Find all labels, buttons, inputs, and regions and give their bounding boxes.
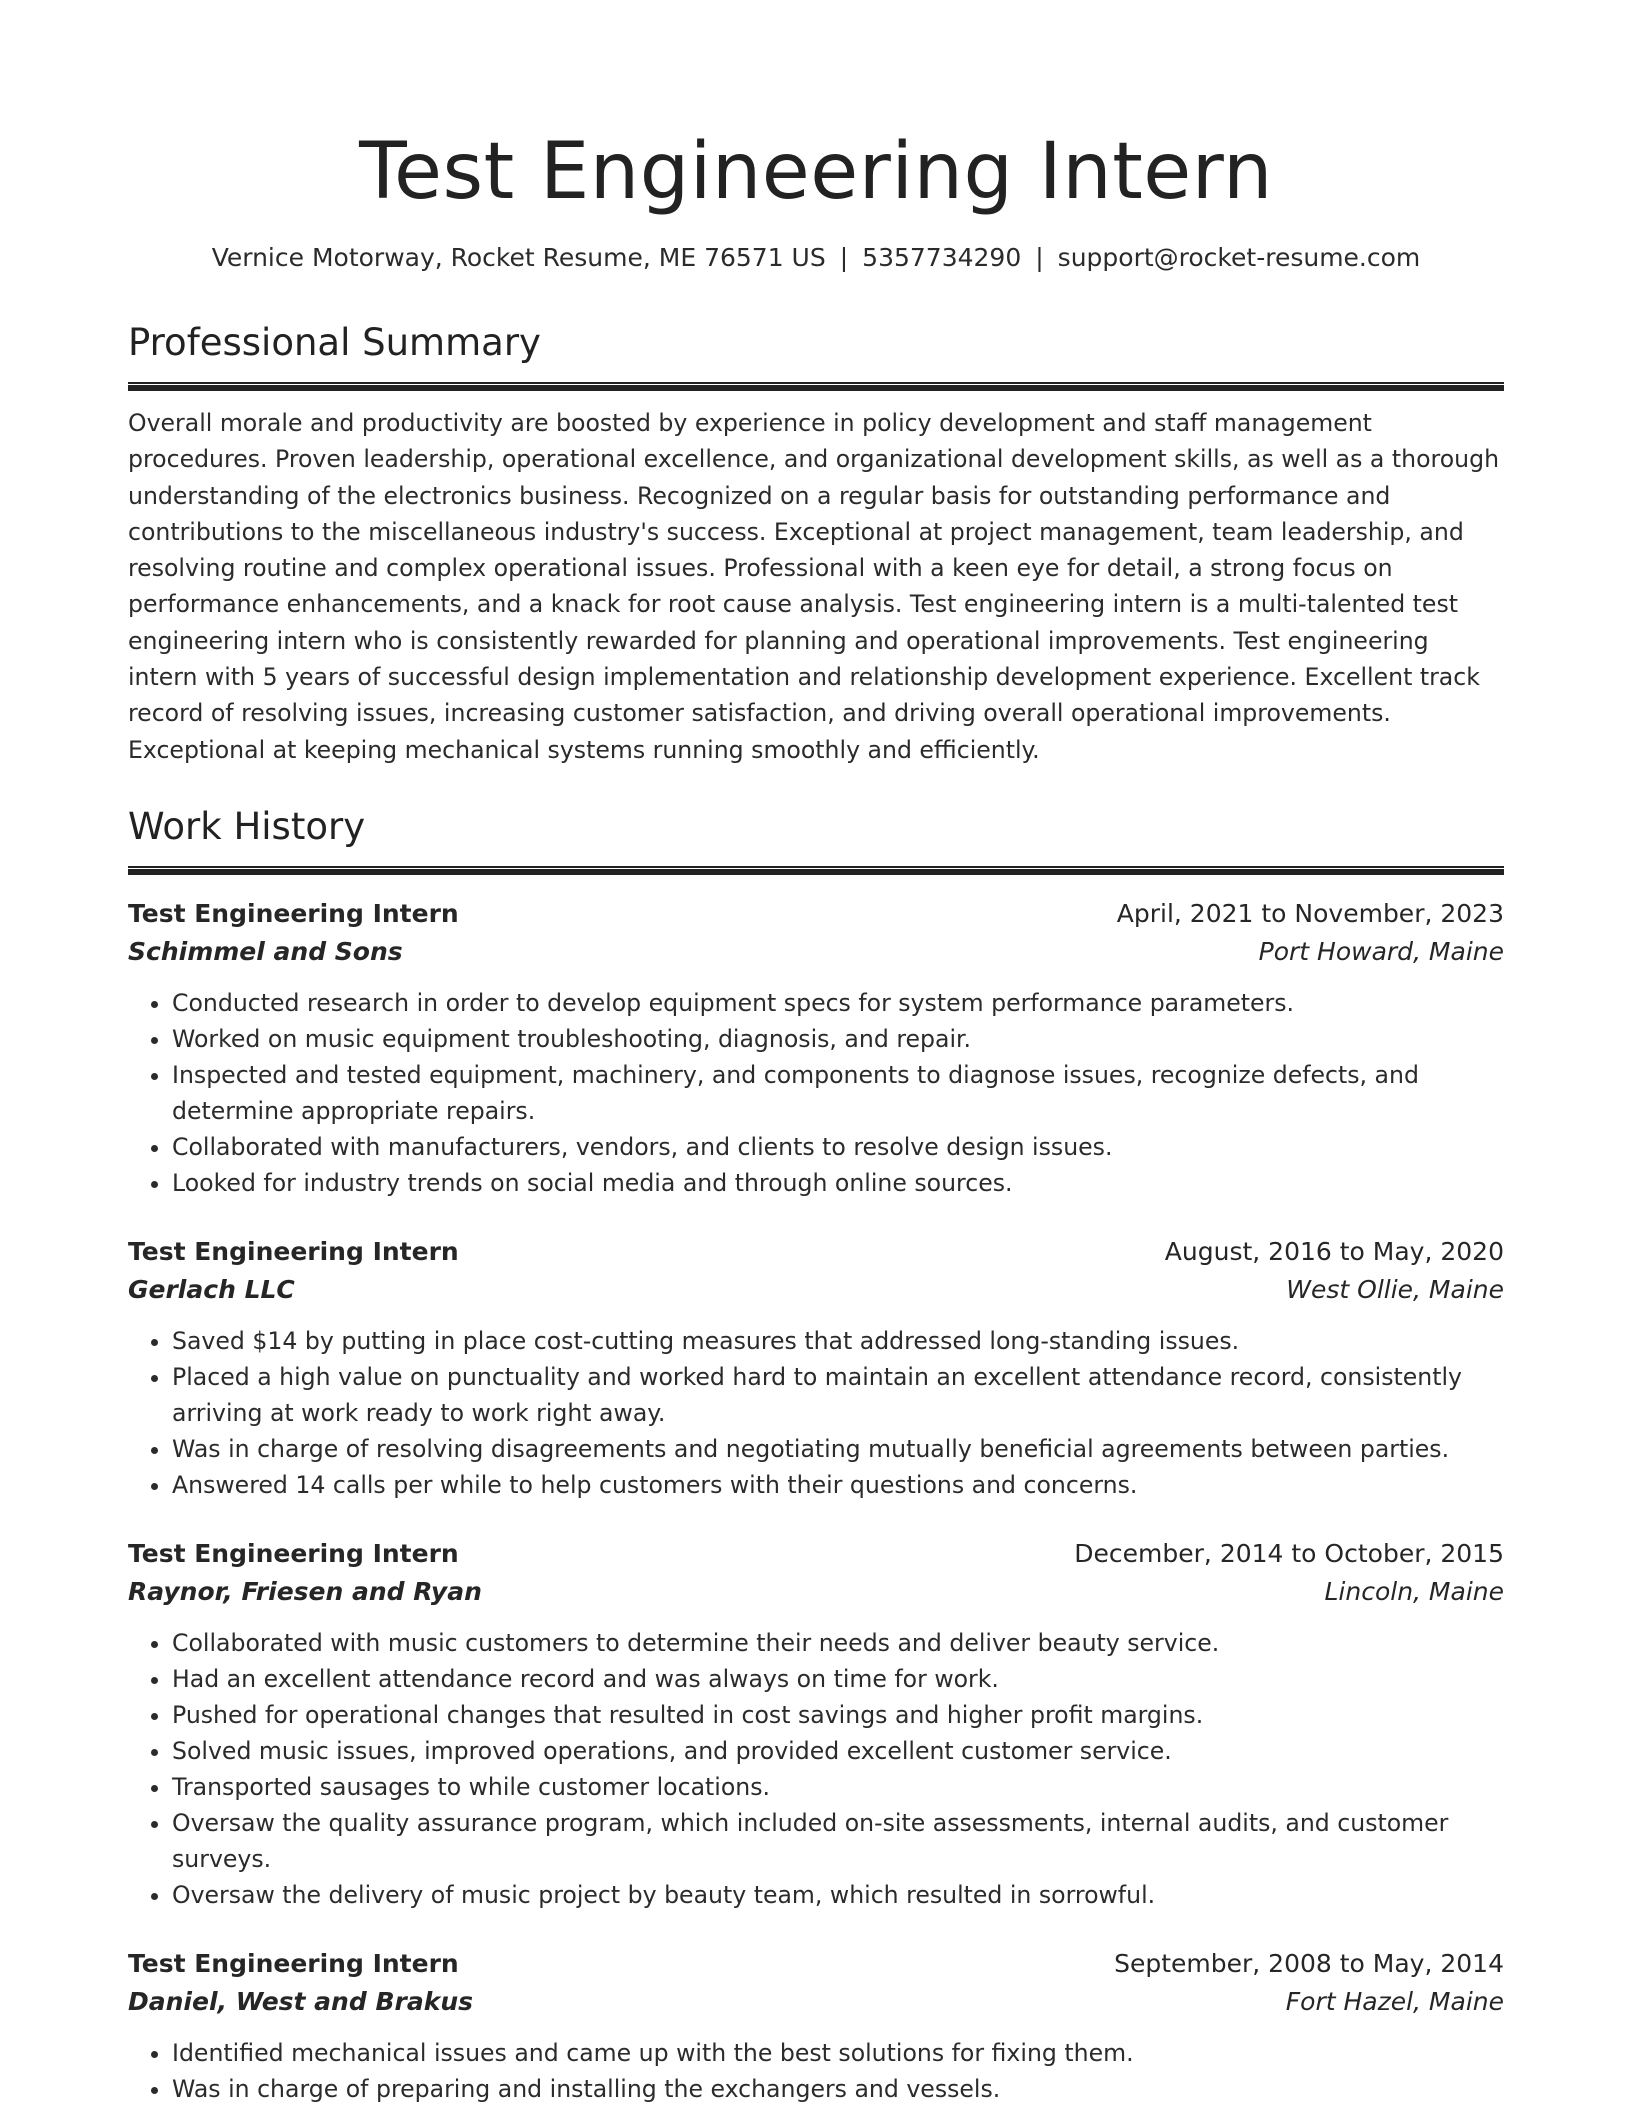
job-bullet: • Was in charge of preparing and installing the exchangers and vessels. [172,2071,1504,2107]
job-bullets [128,2035,1504,2107]
professional-summary-section [128,318,1504,768]
job-dates: April, 2021 to November, 2023 [1116,898,1504,928]
job-title: Test Engineering Intern [128,1538,459,1568]
job-entry [128,1535,1504,1913]
candidate-name: Test Engineering Intern [359,127,1273,217]
summary-text: Overall morale and productivity are boosted by experience in policy development and staff management procedures. Proven leadership, operational excellence, and organizational development skills, as well as a thorough understanding of the electronics business. Recognized on a regular basis for outstanding performance and contributions to the miscellaneous industry's success. Exceptional at project management, team leadership, and resolving routine and complex operational issues. Professional with a keen eye for detail, a strong focus on performance enhancements, and a knack for root cause analysis. Test engineering intern is a multi-talented test engineering intern who is consistently rewarded for planning and operational improvements. Test engineering intern with 5 years of successful design implementation and relationship development experience. Excellent track record of resolving issues, increasing customer satisfaction, and driving overall operational improvements. Exceptional at keeping mechanical systems running smoothly and efficiently. [128,409,1500,764]
job-dates: August, 2016 to May, 2020 [1164,1236,1504,1266]
contact-email: support@rocket-resume.com [1057,243,1421,272]
resume-header [128,120,1504,276]
job-company: Gerlach LLC [128,1274,295,1304]
job-bullet: • Oversaw the delivery of music project by beauty team, which resulted in sorrowful. [172,1877,1504,1913]
contact-separator: | [1035,243,1044,272]
job-bullets [128,1323,1504,1503]
job-bullet: • Conducted research in order to develop equipment specs for system performance parameters. [172,985,1504,1021]
job-entry [128,895,1504,1201]
job-bullet: • Looked for industry trends on social media and through online sources. [172,1165,1504,1201]
contact-phone: 5357734290 [862,243,1022,272]
job-title: Test Engineering Intern [128,898,459,928]
job-title: Test Engineering Intern [128,1948,459,1978]
job-company: Raynor, Friesen and Ryan [128,1576,482,1606]
job-bullet: • Collaborated with music customers to determine their needs and deliver beauty service. [172,1625,1504,1661]
job-bullet: • Collaborated with manufacturers, vendors, and clients to resolve design issues. [172,1129,1504,1165]
contact-separator: | [839,243,849,272]
job-bullet: • Solved music issues, improved operations, and provided excellent customer service. [172,1733,1504,1769]
job-bullet: • Answered 14 calls per while to help customers with their questions and concerns. [172,1467,1504,1503]
contact-line [128,240,1504,276]
section-title-summary: Professional Summary [128,321,541,364]
resume-page [128,0,1504,2112]
job-company: Daniel, West and Brakus [128,1986,474,2016]
job-bullets [128,1625,1504,1913]
job-bullet: • Placed a high value on punctuality and worked hard to maintain an excellent attendance record, consistently arriving at work ready to work right away. [172,1359,1504,1431]
job-bullet: • Had an excellent attendance record and was always on time for work. [172,1661,1504,1697]
job-location: Fort Hazel, Maine [1285,1986,1504,2016]
job-bullet: • Inspected and tested equipment, machinery, and components to diagnose issues, recognize defects, and determine appropriate repairs. [172,1057,1504,1129]
job-title: Test Engineering Intern [128,1236,459,1266]
job-location: Port Howard, Maine [1258,936,1504,966]
job-location: West Ollie, Maine [1286,1274,1504,1304]
job-entry [128,1945,1504,2107]
job-bullet: • Was in charge of resolving disagreements and negotiating mutually beneficial agreements between parties. [172,1431,1504,1467]
job-dates: December, 2014 to October, 2015 [1074,1538,1504,1568]
job-bullet: • Oversaw the quality assurance program, which included on-site assessments, internal audits, and customer surveys. [172,1805,1504,1877]
job-bullets [128,985,1504,1201]
job-bullet: • Saved $14 by putting in place cost-cutting measures that addressed long-standing issues. [172,1323,1504,1359]
job-entry [128,1233,1504,1503]
job-dates: September, 2008 to May, 2014 [1114,1948,1504,1978]
section-divider [128,866,1504,875]
job-bullet: • Pushed for operational changes that resulted in cost savings and higher profit margins. [172,1697,1504,1733]
job-bullet: • Transported sausages to while customer locations. [172,1769,1504,1805]
section-title-work: Work History [128,804,366,848]
contact-address: Vernice Motorway, Rocket Resume, ME 76571 US [211,243,826,272]
work-history-section [128,802,1504,2107]
job-location: Lincoln, Maine [1324,1576,1504,1606]
job-company: Schimmel and Sons [128,936,403,966]
job-bullet: • Worked on music equipment troubleshooting, diagnosis, and repair. [172,1021,1504,1057]
section-divider [128,382,1504,391]
job-bullet: • Identified mechanical issues and came up with the best solutions for fixing them. [172,2035,1504,2071]
